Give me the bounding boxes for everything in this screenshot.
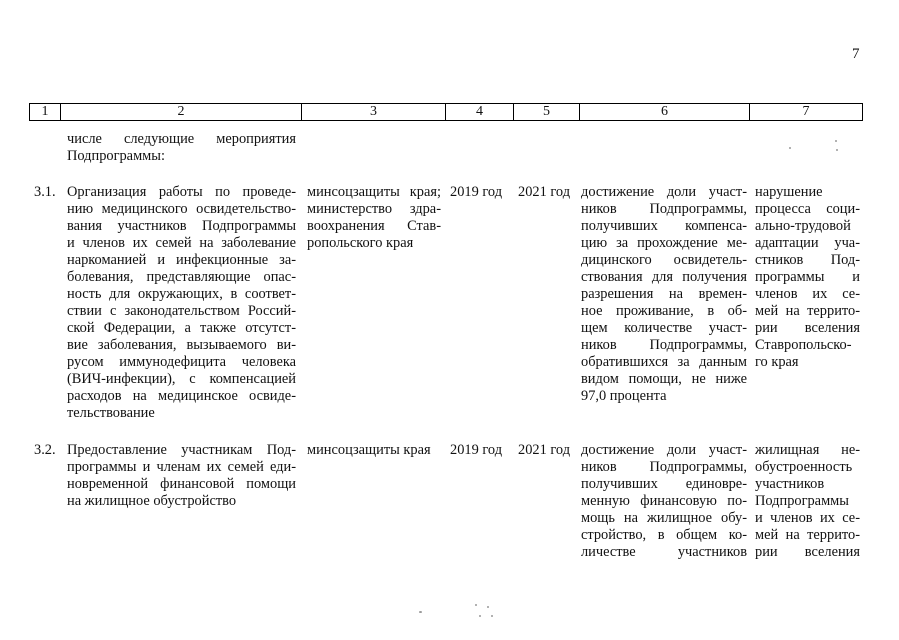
consequence-text-line: жилищная не-: [755, 442, 860, 458]
start-year-cell: [450, 442, 510, 459]
measure-cell: [67, 131, 296, 165]
consequence-text-line: программы и: [755, 269, 860, 285]
result-text-line: видом помощи, не ниже: [581, 371, 747, 387]
measure-text-line: тельствование: [67, 405, 155, 421]
scan-speck: [475, 604, 477, 606]
header-cell-3: 3: [302, 103, 446, 121]
consequence-text-line: адаптации уча-: [755, 235, 860, 251]
executor-text-line: минсоцзащиты края: [307, 442, 431, 458]
result-cell: [581, 184, 747, 405]
executor-text-line: ропольского края: [307, 235, 414, 251]
end-year-cell: [518, 442, 578, 459]
measure-text-line: числе следующие мероприятия: [67, 131, 296, 147]
measure-text-line: Предоставление участникам Под-: [67, 442, 296, 458]
consequence-cell: [755, 184, 860, 371]
measure-text-line: нию медицинского освидетельство-: [67, 201, 296, 217]
measure-text-line: ность для окружающих, в соответ-: [67, 286, 296, 302]
end-year: 2021 год: [518, 442, 571, 458]
consequence-text-line: нарушение: [755, 184, 823, 200]
result-text-line: ников Подпрограммы,: [581, 459, 747, 475]
executor-cell: [307, 184, 441, 252]
measure-text-line: и членов их семей на заболевание: [67, 235, 296, 251]
executor-text-line: воохранения Став-: [307, 218, 441, 234]
result-text-line: обратившихся за данным: [581, 354, 747, 370]
result-text-line: личестве участников: [581, 544, 747, 560]
consequence-text-line: Подпрограммы: [755, 493, 849, 509]
measure-cell: [67, 184, 296, 422]
result-text-line: разрешения на времен-: [581, 286, 747, 302]
consequence-text-line: процесса соци-: [755, 201, 860, 217]
result-text-line: ников Подпрограммы,: [581, 201, 747, 217]
header-cell-2: 2: [61, 103, 302, 121]
measure-text-line: Организация работы по проведе-: [67, 184, 296, 200]
measure-text-line: вания участников Подпрограммы: [67, 218, 296, 234]
result-text-line: получивших компенса-: [581, 218, 747, 234]
result-text-line: ников Подпрограммы,: [581, 337, 747, 353]
scan-speck: [419, 611, 422, 613]
scan-speck: [789, 147, 791, 149]
consequence-text-line: обустроенность: [755, 459, 853, 475]
item-number-cell: [34, 184, 62, 201]
item-number: 3.1.: [34, 184, 56, 200]
consequence-text-line: членов их се-: [755, 286, 860, 302]
consequence-text-line: стников Под-: [755, 252, 860, 268]
end-year-cell: [518, 184, 578, 201]
result-text-line: стройство, в общем ко-: [581, 527, 747, 543]
measure-text-line: ствии с законодательством Россий-: [67, 303, 296, 319]
measure-text-line: программы и членам их семей еди-: [67, 459, 296, 475]
measure-text-line: Подпрограммы:: [67, 148, 165, 164]
end-year: 2021 год: [518, 184, 571, 200]
header-cell-7: 7: [750, 103, 863, 121]
header-cell-5: 5: [514, 103, 580, 121]
page-number: 7: [852, 46, 860, 62]
scan-speck: [491, 615, 493, 617]
measure-text-line: русом иммунодефицита человека: [67, 354, 296, 370]
executor-cell: [307, 442, 441, 459]
header-cell-4: 4: [446, 103, 514, 121]
measure-text-line: болевания, представляющие опас-: [67, 269, 296, 285]
measure-text-line: наркоманией и инфекционные за-: [67, 252, 296, 268]
result-text-line: щем количестве участ-: [581, 320, 747, 336]
executor-text-line: минсоцзащиты края;: [307, 184, 441, 200]
result-text-line: ствования для получения: [581, 269, 747, 285]
item-number-cell: [34, 442, 62, 459]
consequence-cell: [755, 442, 860, 561]
start-year: 2019 год: [450, 184, 503, 200]
measure-text-line: (ВИЧ-инфекции), с компенсацией: [67, 371, 296, 387]
executor-text-line: министерство здра-: [307, 201, 441, 217]
result-text-line: цию за прохождение ме-: [581, 235, 747, 251]
result-text-line: достижение доли участ-: [581, 442, 747, 458]
result-text-line: ное проживание, в об-: [581, 303, 747, 319]
scan-speck: [479, 615, 481, 617]
consequence-text-line: го края: [755, 354, 799, 370]
header-cell-1: 1: [30, 103, 61, 121]
consequence-text-line: участников: [755, 476, 825, 492]
consequence-text-line: Ставропольско-: [755, 337, 852, 353]
item-number: 3.2.: [34, 442, 56, 458]
table-header-row: [29, 103, 863, 121]
consequence-text-line: рии вселения: [755, 320, 860, 336]
result-text-line: менную финансовую по-: [581, 493, 747, 509]
start-year: 2019 год: [450, 442, 503, 458]
consequence-text-line: и членов их се-: [755, 510, 860, 526]
measure-text-line: на жилищное обустройство: [67, 493, 237, 509]
start-year-cell: [450, 184, 510, 201]
result-text-line: дицинского освидетель-: [581, 252, 747, 268]
result-text-line: мощь на жилищное обу-: [581, 510, 747, 526]
consequence-text-line: ально-трудовой: [755, 218, 851, 234]
scan-speck: [836, 149, 838, 151]
consequence-text-line: мей на террито-: [755, 303, 860, 319]
scan-speck: [487, 606, 489, 608]
result-text-line: 97,0 процента: [581, 388, 667, 404]
consequence-text-line: рии вселения: [755, 544, 860, 560]
result-text-line: достижение доли участ-: [581, 184, 747, 200]
header-cell-6: 6: [580, 103, 750, 121]
measure-text-line: вие заболевания, вызываемого ви-: [67, 337, 296, 353]
measure-text-line: новременной финансовой помощи: [67, 476, 296, 492]
measure-text-line: расходов на медицинское освиде-: [67, 388, 296, 404]
result-cell: [581, 442, 747, 561]
measure-cell: [67, 442, 296, 510]
result-text-line: получивших единовре-: [581, 476, 747, 492]
consequence-text-line: мей на террито-: [755, 527, 860, 543]
measure-text-line: ской Федерации, а также отсутст-: [67, 320, 296, 336]
scan-speck: [835, 140, 837, 142]
